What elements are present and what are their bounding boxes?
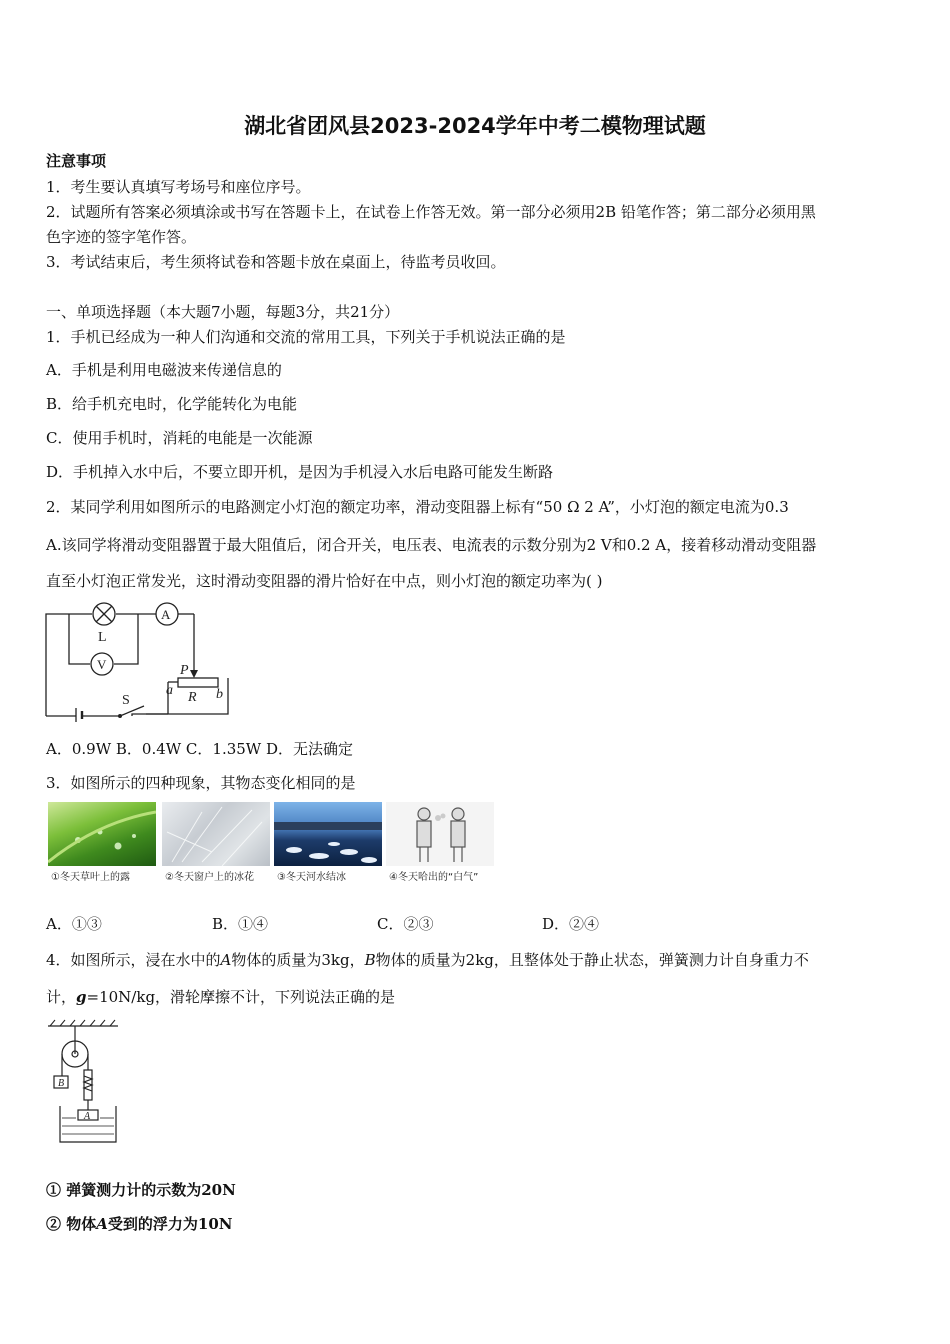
question-3-option-c: C．②③ [377,915,434,933]
page-title: 湖北省团风县2023-2024学年中考二模物理试题 [244,114,706,138]
notice-item: 1．考生要认真填写考场号和座位序号。 [46,178,311,196]
question-1-stem: 1．手机已经成为一种人们沟通和交流的常用工具，下列关于手机说法正确的是 [46,328,566,346]
text: B [364,951,376,969]
question-3-option-b: B．①④ [212,915,269,933]
resistor-label: R [188,690,197,705]
slider-label: P [180,663,189,678]
block-a-label: A [84,1111,91,1122]
question-4-line [46,950,809,970]
question-4-line [46,987,395,1007]
text: 计， [46,988,77,1006]
question-2-line: 2．某同学利用如图所示的电路测定小灯泡的额定功率，滑动变阻器上标有“50 Ω 2 A”，小灯泡的额定电流为0.3 [46,498,789,516]
question-1-option-c: C．使用手机时，消耗的电能是一次能源 [46,429,313,447]
notice-item: 3．考试结束后，考生须将试卷和答题卡放在桌面上，待监考员收回。 [46,253,506,271]
pulley-diagram [44,1018,124,1148]
question-2-line: 直至小灯泡正常发光，这时滑动变阻器的滑片恰好在中点，则小灯泡的额定功率为( ) [46,572,603,590]
question-4-statement-2 [46,1214,232,1234]
ammeter-label: A [161,607,171,622]
text: A [220,951,232,969]
notice-item: 色字迹的签字笔作答。 [46,228,197,246]
notice-item: 2．试题所有答案必须填涂或书写在答题卡上，在试卷上作答无效。第一部分必须用2B 铅笔作答；第二部分必须用黑 [46,203,816,221]
circuit-diagram [40,598,240,722]
text: 物体的质量为2kg，且整体处于静止状态，弹簧测力计自身重力不 [375,951,809,969]
notice-heading: 注意事项 [46,152,107,170]
switch-label: S [122,693,130,708]
text: ① 弹簧测力计的示数为20N [46,1181,236,1199]
rheostat [178,678,218,687]
caption: ②冬天窗户上的冰花 [165,872,254,883]
question-3-stem: 3．如图所示的四种现象，其物态变化相同的是 [46,774,356,792]
text: g [76,988,87,1006]
question-3-option-d: D．②④ [542,915,600,933]
question-3-option-a: A．①③ [46,915,102,933]
caption: ④冬天哈出的“白气” [389,872,479,883]
photo-ice-flower [162,802,270,886]
text: A [96,1215,108,1233]
block-b-label: B [58,1078,65,1089]
question-1-option-a: A．手机是利用电磁波来传递信息的 [46,361,282,379]
question-4-statement-1 [46,1180,236,1200]
voltmeter-label: V [97,657,107,672]
lamp-label: L [98,630,107,645]
section-heading: 一、单项选择题（本大题7小题，每题3分，共21分） [46,303,400,321]
text: 4．如图所示，浸在水中的 [46,951,221,969]
text: =10N/kg，滑轮摩擦不计，下列说法正确的是 [86,988,396,1006]
caption: ①冬天草叶上的露 [51,872,130,883]
question-1-option-d: D．手机掉入水中后，不要立即开机，是因为手机浸入水后电路可能发生断路 [46,463,554,481]
text: 物体的质量为3kg， [231,951,365,969]
photo-dew [48,802,156,886]
question-1-option-b: B．给手机充电时，化学能转化为电能 [46,395,298,413]
end-b-label: b [216,687,223,702]
caption: ③冬天河水结冰 [277,872,346,883]
question-2-line: A.该同学将滑动变阻器置于最大阻值后，闭合开关，电压表、电流表的示数分别为2 V和0.2 A，接着移动滑动变阻器 [46,536,817,554]
photo-frozen-river [274,802,382,886]
text: 受到的浮力为10N [107,1215,233,1233]
question-2-options: A．0.9W B．0.4W C．1.35W D．无法确定 [46,740,354,758]
photo-white-breath [386,802,494,886]
end-a-label: a [166,683,173,698]
text: ② 物体 [46,1215,97,1233]
